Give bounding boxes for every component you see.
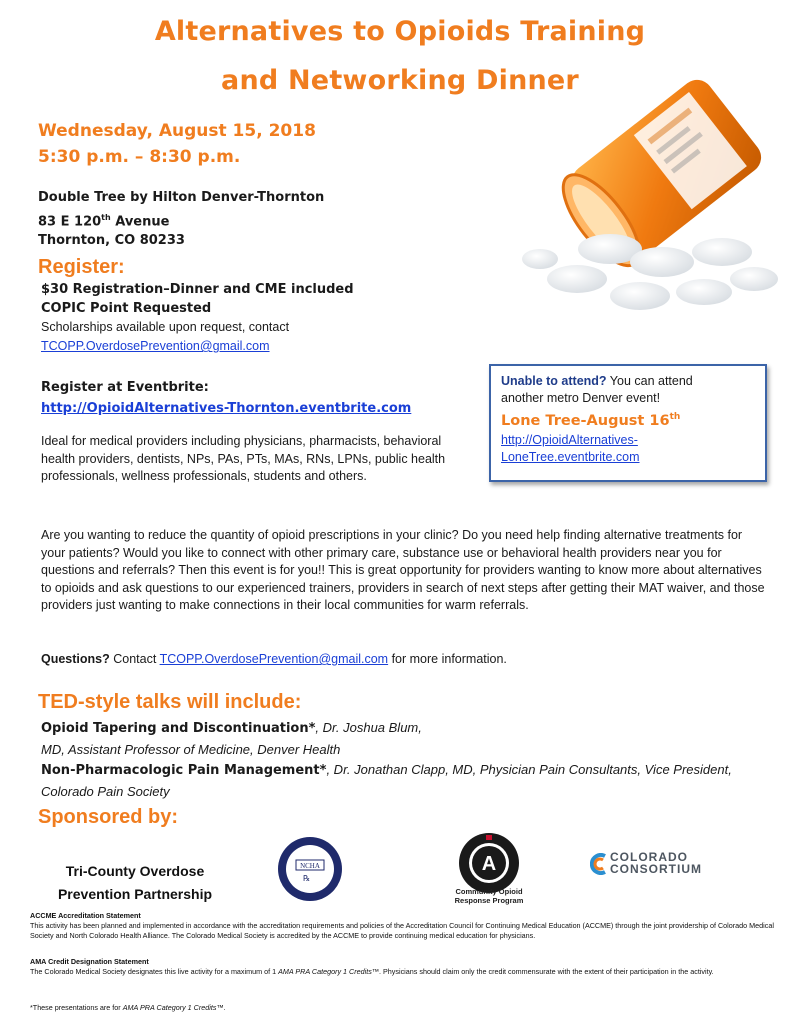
questions-email-link[interactable]: TCOPP.OverdosePrevention@gmail.com — [159, 652, 389, 666]
credits-note: *These presentations are for AMA PRA Category 1 Credits™. — [30, 1003, 226, 1012]
ted-heading: TED-style talks will include: — [38, 691, 302, 713]
ncha-logo — [277, 836, 343, 902]
eventbrite-label: Register at Eventbrite: — [41, 380, 209, 395]
venue-address — [38, 188, 324, 251]
lone-tree-link-part1[interactable]: http://OpioidAlternatives- — [501, 432, 638, 447]
svg-text:A: A — [481, 853, 497, 875]
americorps-caption: Community Opioid Response Program — [454, 887, 524, 905]
eventbrite-block — [41, 378, 411, 419]
page-title-line2: and Networking Dinner — [221, 65, 579, 96]
eventbrite-link[interactable]: http://OpioidAlternatives-Thornton.eventbrite.com — [41, 401, 412, 416]
svg-text:NCHA: NCHA — [300, 862, 320, 870]
venue-name: Double Tree by Hilton Denver-Thornton — [38, 190, 325, 205]
colorado-consortium-logo: COLORADO CONSORTIUM — [610, 850, 702, 876]
description-paragraph: Are you wanting to reduce the quantity of opioid prescriptions in your clinic? Do you need help finding alternative treatments for your patients? Would you like to connect with other primary care, substance use or behavioral health providers near you for questions and referrals? Then this event is for you!! This is great opportunity for providers wanting to know more about alternatives to opioids and ask questions to our experienced trainers, providers in search of next steps after getting their MAT waiver, and those providers just wanting to make connections in their local communities for warm referrals. — [41, 528, 765, 613]
venue-street: 83 E 120th Avenue — [38, 212, 170, 229]
sponsors-heading: Sponsored by: — [38, 806, 179, 828]
callout-intro-line2: another metro Denver event! — [501, 391, 661, 405]
talk-item-cont: MD, Assistant Professor of Medicine, Denver Health — [41, 741, 341, 757]
talk-item: Non-Pharmacologic Pain Management*, Dr. Jonathan Clapp, MD, Physician Pain Consultants, Vice President, — [41, 762, 732, 778]
event-date: Wednesday, August 15, 2018 — [38, 121, 316, 141]
venue-city: Thornton, CO 80233 — [38, 233, 185, 249]
ama-statement: AMA Credit Designation Statement The Colorado Medical Society designates this live activity for a maximum of 1 AMA PRA Category 1 Credits™. Physicians should claim only the credit commensurate with the extent of their participation in the activity. — [30, 957, 714, 976]
copic-point: COPIC Point Requested — [41, 301, 212, 316]
page-title-line1: Alternatives to Opioids Training — [154, 16, 646, 47]
svg-text:℞: ℞ — [303, 874, 311, 883]
callout-intro: Unable to attend? You can attend — [501, 374, 693, 388]
event-time: 5:30 p.m. – 8:30 p.m. — [38, 147, 241, 167]
lone-tree-date: Lone Tree-August 16th — [501, 412, 681, 429]
talk-item-cont: Colorado Pain Society — [41, 783, 170, 799]
register-details — [41, 280, 354, 356]
alternate-event-callout — [489, 364, 767, 482]
tri-county-sponsor: Tri-County Overdose Prevention Partnership — [57, 863, 213, 902]
pill-bottle-image — [522, 74, 780, 328]
talk-item: Opioid Tapering and Discontinuation*, Dr. Joshua Blum, — [41, 720, 422, 736]
accme-statement: ACCME Accreditation Statement This activity has been planned and implemented in accordance with the accreditation requirements and policies of the Accreditation Council for Continuing Medical Education (ACCME) through the joint providership of Colorado Medical Society and North Colorado Health Alliance. The Colorado Medical Society is accredited by the ACCME to provide continuing medical education for physicians. — [30, 911, 774, 940]
register-heading: Register: — [38, 256, 125, 278]
americorps-logo — [458, 832, 520, 894]
scholarships-text: Scholarships available upon request, contact — [41, 320, 290, 334]
colorado-consortium-icon — [590, 853, 612, 875]
questions-line: Questions? Contact TCOPP.OverdosePrevention@gmail.com for more information. — [41, 652, 507, 666]
registration-price: $30 Registration–Dinner and CME included — [41, 282, 354, 297]
talks-list — [41, 718, 771, 802]
audience-text: Ideal for medical providers including physicians, pharmacists, behavioral health providers, dentists, NPs, PAs, PTs, MAs, RNs, LPNs, public health professionals, wellness professionals, students and others. — [41, 434, 446, 483]
contact-email-link[interactable]: TCOPP.OverdosePrevention@gmail.com — [41, 339, 270, 353]
lone-tree-link-part2[interactable]: LoneTree.eventbrite.com — [501, 449, 640, 464]
